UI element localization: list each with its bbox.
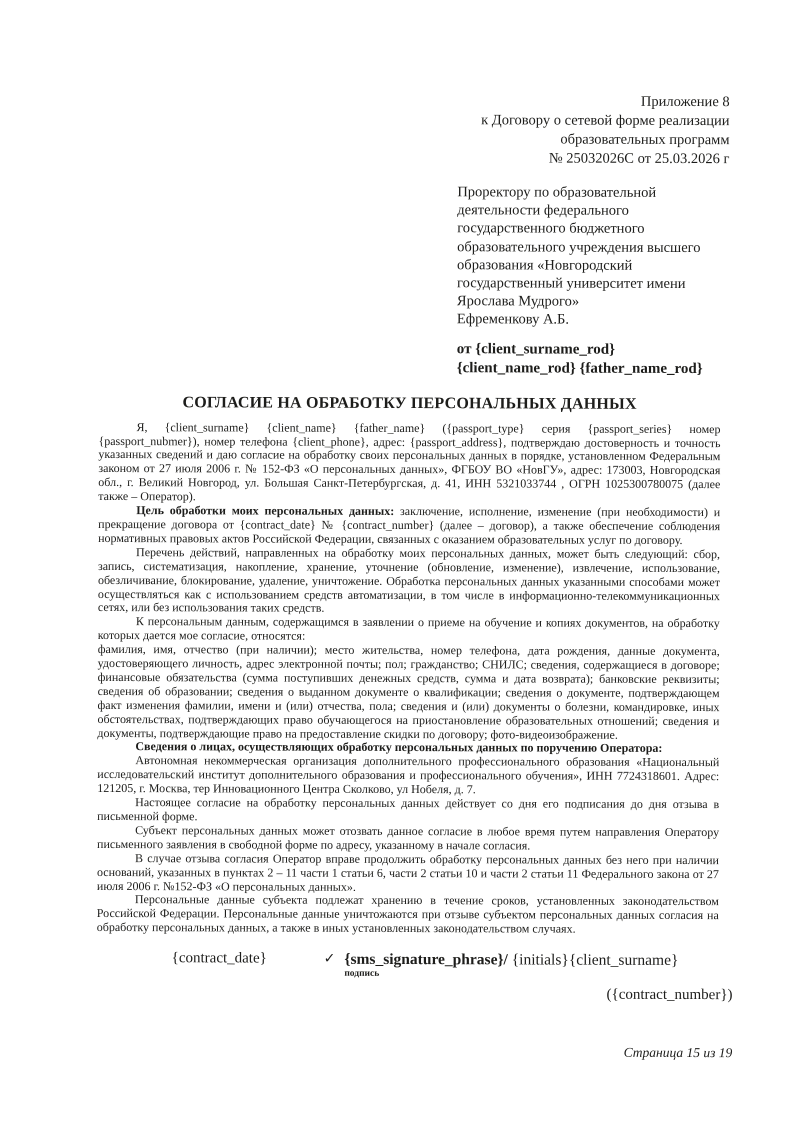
paragraph-processor-org: Автономная некоммерческая организация дополнительного профессионального образования «Национальный исследовательский институт дополнительного образования и профессионального обучения», ИНН 7724318601. Адрес: 121205, г. Москва, тер Инновационного Центра Сколково, ул Нобеля, д. 7. <box>97 753 720 797</box>
addressee-line: образовательного учреждения высшего <box>457 238 701 256</box>
from-applicant-block <box>457 340 721 379</box>
document-title: СОГЛАСИЕ НА ОБРАБОТКУ ПЕРСОНАЛЬНЫХ ДАННЫХ <box>182 393 637 413</box>
paragraph-actions: Перечень действий, направленных на обработку моих персональных данных, может быть следующий: сбор, запись, систематизация, накопление, хранение, уточнение (обновление, изменение), извлечение, использование, обезличивание, блокирование, удаление, уничтожение. Обработка персональных данных указанными способами может осуществляться как с использованием средств автоматизации, в том числе в информационно-телекоммуникационных сетях, или без использования таких средств. <box>97 544 721 616</box>
addressee-block <box>457 183 722 330</box>
contract-number-placeholder: ({contract_number}) <box>606 986 733 1004</box>
contract-date-placeholder: {contract_date} <box>171 950 267 967</box>
page-number: Страница 15 из 19 <box>623 1044 733 1061</box>
appendix-number-line: № 25032026С от 25.03.2026 г <box>548 150 730 168</box>
paragraph-withdrawal-exceptions: В случае отзыва согласия Оператор вправе продолжить обработку персональных данных без него при наличии оснований, указанных в пунктах 2 – 11 части 1 статьи 6, части 2 статьи 10 и части 2 статьи 11 Федерального закона от 27 июля 2006 г. №152-ФЗ «О персональных данных». <box>96 850 720 894</box>
paragraph-data-list-intro: К персональным данным, содержащимся в заявлении о приеме на обучение и копиях документов, на обработку которых дается мое согласие, относятся: <box>97 614 720 643</box>
signature-field <box>344 951 718 980</box>
signature-caption: подпись <box>344 968 380 980</box>
document-body <box>97 421 721 938</box>
addressee-line: образования «Новгородский <box>457 257 633 274</box>
document-content <box>0 91 800 1005</box>
paragraph-data-list: фамилия, имя, отчество (при наличии); место жительства, номер телефона, дата рождения, данные документа, удостоверяющего личность, адрес электронной почты; пол; гражданство; СНИЛС; сведения, содержащиеся в договоре; финансовые обязательства (сумма поступивших денежных средств, сумма и дата возврата); банковские реквизиты; сведения об образовании; сведения о выданном документе о квалификации; сведения о документе, подтверждающем факт изменения фамилии, имени и (или) отчества, пола; сведения и (или) документы о болезни, командировке, иных обстоятельствах, подтверждающих право обучающегося на приостановление образовательных отношений; сведения и документы, подтверждающие право на предоставление скидки по договору; фото-видеоизображение. <box>97 642 720 742</box>
appendix-line: к Договору о сетевой форме реализации <box>481 112 730 130</box>
paragraph-intro: Я, {client_surname} {client_name} {father_name} ({passport_type} серия {passport_series} номер {passport_nubmer}), номер телефона {client_phone}, адрес: {passport_address}, подтверждаю достоверность и точность указанных сведений и даю согласие на обработку своих персональных данных в порядке, установленном Федеральным законом от 27 июля 2006 г. № 152-ФЗ «О персональных данных», ФГБОУ ВО «НовГУ», адрес: 173003, Новгородская обл., г. Великий Новгород, ул. Большая Санкт-Петербургская, д. 41, ИНН 5321033744 , ОГРН 1025300780075 (далее также – Оператор). <box>98 419 721 504</box>
appendix-line: Приложение 8 <box>640 93 730 111</box>
addressee-line: деятельности федерального <box>457 202 629 220</box>
paragraph-processors-heading: Сведения о лицах, осуществляющих обработку персональных данных по поручению Оператора: <box>135 739 663 756</box>
paragraph-storage: Персональные данные субъекта подлежат хранению в течение сроков, установленных законодательством Российской Федерации. Персональные данные уничтожаются при отзыве субъектом персональных данных согласия на обработку персональных данных, а также в иных установленных законодательством случаях. <box>96 892 719 936</box>
signature-row <box>172 950 719 980</box>
addressee-line: Проректору по образовательной <box>457 184 657 201</box>
appendix-line: образовательных программ <box>560 131 730 149</box>
appendix-header <box>99 91 729 169</box>
paragraph-purpose: Цель обработки моих персональных данных: заключение, исполнение, изменение (при необходимости) и прекращение договора от {contract_date} № {contract_number} (далее – договор), а также обеспечение соблюдения нормативных правовых актов Российской Федерации, связанных с оказанием образовательных услуг по договору. <box>98 503 721 547</box>
paragraph-validity: Настоящее согласие на обработку персональных данных действует со дня его подписания до дня отзыва в письменной форме. <box>97 795 720 824</box>
addressee-line: Ярослава Мудрого» <box>456 293 580 310</box>
from-line: от {client_surname_rod} <box>456 340 616 358</box>
addressee-line: государственного бюджетного <box>457 220 645 238</box>
checkmark-icon: ✓ <box>323 951 336 967</box>
addressee-line: государственный университет имени <box>456 275 686 293</box>
sms-signature-phrase: {sms_signature_phrase}/ <box>344 950 508 969</box>
from-line: {client_name_rod} {father_name_rod} <box>456 359 703 377</box>
addressee-name-line: Ефременкову А.Б. <box>456 311 570 329</box>
signer-initials-surname: {initials}{client_surname} <box>507 951 679 970</box>
paragraph-withdrawal: Субъект персональных данных может отозвать данное согласие в любое время путем направления Оператору письменного заявления в свободной форме по адресу, указанному в начале согласия. <box>97 822 720 853</box>
